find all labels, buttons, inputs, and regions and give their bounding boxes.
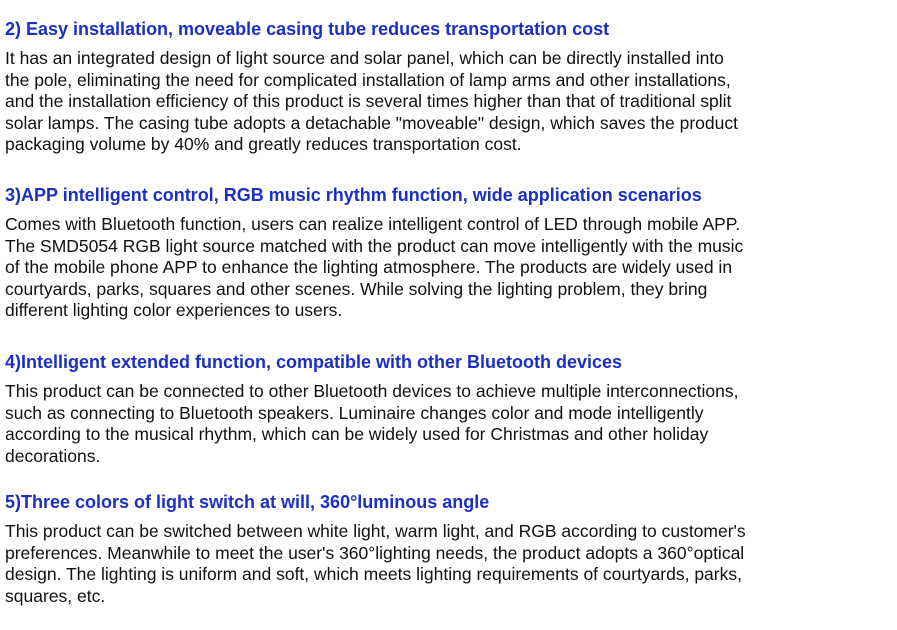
section-heading: 3)APP intelligent control, RGB music rhythm function, wide application scenarios bbox=[5, 185, 702, 205]
body-line: according to the musical rhythm, which can be widely used for Christmas and other holiday bbox=[5, 424, 709, 444]
section-heading: 2) Easy installation, moveable casing tube reduces transportation cost bbox=[5, 19, 610, 39]
body-line: design. The lighting is uniform and soft, which meets lighting requirements of courtyards, parks, bbox=[5, 564, 742, 584]
body-line: Comes with Bluetooth function, users can realize intelligent control of LED through mobile APP. bbox=[5, 214, 741, 234]
body-line: packaging volume by 40% and greatly reduces transportation cost. bbox=[5, 134, 522, 154]
section-body bbox=[5, 381, 889, 467]
body-line: squares, etc. bbox=[5, 585, 106, 606]
body-line: It has an integrated design of light source and solar panel, which can be directly installed into bbox=[5, 48, 724, 68]
section-easy-installation bbox=[5, 18, 889, 156]
body-line: This product can be connected to other Bluetooth devices to achieve multiple interconnections, bbox=[5, 381, 739, 401]
body-line: preferences. Meanwhile to meet the user's 360°lighting needs, the product adopts a 360°optical bbox=[5, 542, 745, 563]
body-line: such as connecting to Bluetooth speakers. Luminaire changes color and mode intelligently bbox=[5, 402, 704, 423]
body-line: The SMD5054 RGB light source matched with the product can move intelligently with the music bbox=[5, 235, 744, 256]
body-line: This product can be switched between white light, warm light, and RGB according to customer's bbox=[5, 521, 746, 541]
body-line: and the installation efficiency of this product is several times higher than that of traditional split bbox=[5, 91, 732, 111]
body-line: decorations. bbox=[5, 445, 101, 466]
section-heading: 5)Three colors of light switch at will, 360°luminous angle bbox=[5, 492, 490, 512]
section-three-colors bbox=[5, 491, 889, 607]
body-line: different lighting color experiences to users. bbox=[5, 300, 343, 320]
body-line: solar lamps. The casing tube adopts a detachable "moveable" design, which saves the product bbox=[5, 112, 738, 133]
section-app-control bbox=[5, 184, 889, 322]
section-body bbox=[5, 48, 889, 156]
section-extended-function bbox=[5, 351, 889, 467]
body-line: courtyards, parks, squares and other scenes. While solving the lighting problem, they bring bbox=[5, 278, 708, 299]
section-body bbox=[5, 214, 889, 322]
body-line: the pole, eliminating the need for complicated installation of lamp arms and other installations, bbox=[5, 69, 731, 90]
section-body bbox=[5, 521, 889, 607]
body-line: of the mobile phone APP to enhance the lighting atmosphere. The products are widely used in bbox=[5, 257, 733, 277]
section-heading: 4)Intelligent extended function, compatible with other Bluetooth devices bbox=[5, 352, 623, 372]
